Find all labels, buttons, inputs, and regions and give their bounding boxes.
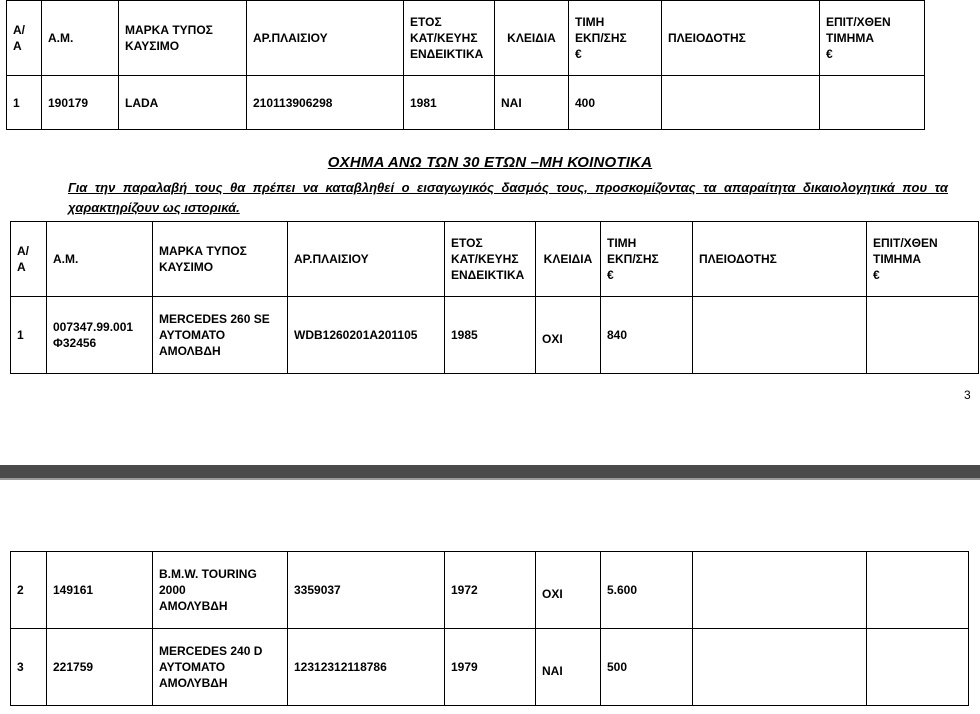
- page-separator-shade: [0, 478, 980, 480]
- cell-etos: 1981: [404, 76, 495, 130]
- header-epit: ΕΠΙΤ/ΧΘΕΝ ΤΙΜΗΜΑ €: [867, 222, 979, 297]
- cell-timi: 500: [601, 629, 693, 706]
- cell-kleidia: ΝΑΙ: [495, 76, 569, 130]
- cell-epit: [867, 629, 969, 706]
- cell-plaisio: 3359037: [288, 552, 445, 629]
- table-header-row: [7, 1, 925, 76]
- cell-am: 190179: [42, 76, 119, 130]
- cell-timi: 400: [569, 76, 662, 130]
- cell-epit: [867, 552, 969, 629]
- page-separator: [0, 465, 980, 478]
- cell-kleidia: ΝΑΙ: [536, 629, 601, 706]
- header-etos: ΕΤΟΣ ΚΑΤ/ΚΕΥΗΣ ΕΝΔΕΙΚΤΙΚΑ: [404, 1, 495, 76]
- cell-aa: 2: [11, 552, 47, 629]
- cell-epit: [867, 297, 979, 374]
- header-epit: ΕΠΙΤ/ΧΘΕΝ ΤΙΜΗΜΑ €: [820, 1, 925, 76]
- cell-marka: MERCEDES 260 SE ΑΥΤΟΜΑΤΟ ΑΜΟΛΒΔΗ: [153, 297, 288, 374]
- table-row: [11, 297, 979, 374]
- section-title: ΟΧΗΜΑ ΑΝΩ ΤΩΝ 30 ΕΤΩΝ –ΜΗ ΚΟΙΝΟΤΙΚΑ: [327, 154, 653, 171]
- table-header-row: [11, 222, 979, 297]
- cell-kleidia: ΟΧΙ: [536, 297, 601, 374]
- cell-etos: 1979: [445, 629, 536, 706]
- cell-aa: 1: [7, 76, 42, 130]
- cell-timi: 840: [601, 297, 693, 374]
- vehicles-table-3: [10, 551, 969, 706]
- cell-plaisio: WDB1260201A201105: [288, 297, 445, 374]
- table-row: [11, 552, 969, 629]
- cell-plaisio: 210113906298: [247, 76, 404, 130]
- cell-aa: 3: [11, 629, 47, 706]
- cell-pleiodotis: [693, 552, 867, 629]
- header-timi: ΤΙΜΗ ΕΚΠ/ΣΗΣ €: [601, 222, 693, 297]
- cell-am: 221759: [47, 629, 153, 706]
- cell-pleiodotis: [693, 629, 867, 706]
- cell-am: 007347.99.001 Φ32456: [47, 297, 153, 374]
- cell-etos: 1972: [445, 552, 536, 629]
- header-etos: ΕΤΟΣ ΚΑΤ/ΚΕΥΗΣ ΕΝΔΕΙΚΤΙΚΑ: [445, 222, 536, 297]
- vehicles-table-2: [10, 221, 979, 374]
- header-plaisio: ΑΡ.ΠΛΑΙΣΙΟΥ: [288, 222, 445, 297]
- table-row: [7, 76, 925, 130]
- cell-kleidia: ΟΧΙ: [536, 552, 601, 629]
- header-kleidia: ΚΛΕΙΔΙΑ: [495, 1, 569, 76]
- header-marka: ΜΑΡΚΑ ΤΥΠΟΣ ΚΑΥΣΙΜΟ: [153, 222, 288, 297]
- cell-marka: B.M.W. TOURING 2000 ΑΜΟΛΥΒΔΗ: [153, 552, 288, 629]
- header-pleiodotis: ΠΛΕΙΟΔΟΤΗΣ: [662, 1, 820, 76]
- cell-pleiodotis: [693, 297, 867, 374]
- cell-aa: 1: [11, 297, 47, 374]
- cell-marka: MERCEDES 240 D ΑΥΤΟΜΑΤΟ ΑΜΟΛΥΒΔΗ: [153, 629, 288, 706]
- cell-am: 149161: [47, 552, 153, 629]
- cell-epit: [820, 76, 925, 130]
- table-row: [11, 629, 969, 706]
- header-am: Α.Μ.: [42, 1, 119, 76]
- header-plaisio: ΑΡ.ΠΛΑΙΣΙΟΥ: [247, 1, 404, 76]
- vehicles-table-1: [6, 0, 925, 130]
- cell-pleiodotis: [662, 76, 820, 130]
- cell-etos: 1985: [445, 297, 536, 374]
- header-marka: ΜΑΡΚΑ ΤΥΠΟΣ ΚΑΥΣΙΜΟ: [119, 1, 247, 76]
- header-timi: ΤΙΜΗ ΕΚΠ/ΣΗΣ €: [569, 1, 662, 76]
- header-aa: Α/ Α: [7, 1, 42, 76]
- header-aa: Α/ Α: [11, 222, 47, 297]
- cell-plaisio: 12312312118786: [288, 629, 445, 706]
- header-kleidia: ΚΛΕΙΔΙΑ: [536, 222, 601, 297]
- section-note: Για την παραλαβή τους θα πρέπει να καταβληθεί ο εισαγωγικός δασμός τους, προσκομίζοντας τα απαραίτητα δικαιολογητικά που τα χαρακτηρίζουν ως ιστορικά.: [68, 180, 948, 215]
- header-pleiodotis: ΠΛΕΙΟΔΟΤΗΣ: [693, 222, 867, 297]
- cell-timi: 5.600: [601, 552, 693, 629]
- page-number: 3: [964, 388, 971, 402]
- header-am: Α.Μ.: [47, 222, 153, 297]
- cell-marka: LADA: [119, 76, 247, 130]
